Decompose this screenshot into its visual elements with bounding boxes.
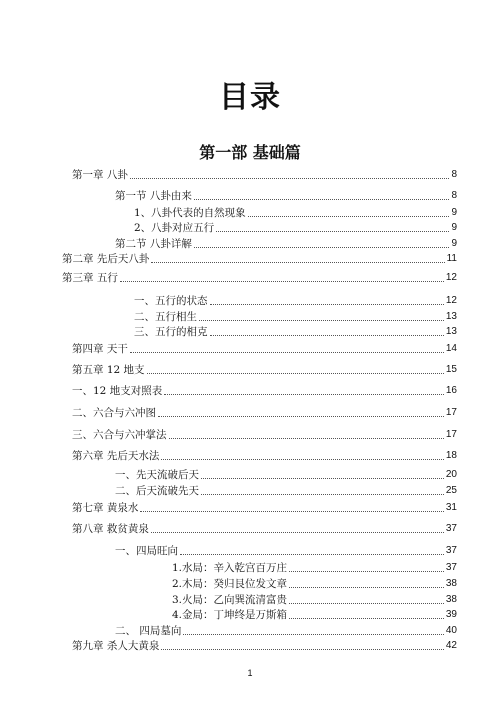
toc-entry[interactable] (72, 638, 457, 652)
toc-entry-page: 17 (445, 407, 457, 418)
toc-entry-label: 第五章 12 地支 (72, 364, 145, 376)
dot-leader (201, 494, 444, 495)
toc-entry-label: 二、 四局墓向 (115, 625, 182, 637)
toc-entry-page: 12 (445, 272, 457, 283)
toc-entry-page: 42 (445, 640, 457, 651)
toc-entry-label: 2.木局：癸归艮位发文章 (172, 578, 288, 590)
toc-entry[interactable] (115, 467, 457, 481)
toc-entry-page: 37 (445, 523, 457, 534)
toc-entry[interactable] (72, 500, 457, 514)
dot-leader (201, 478, 444, 479)
dot-leader (158, 416, 444, 417)
toc-entry-page: 16 (445, 385, 457, 396)
part-heading: 第一部 基础篇 (199, 143, 301, 162)
toc-entry[interactable] (72, 167, 457, 181)
toc-entry[interactable] (62, 270, 457, 284)
toc-entry-page: 18 (445, 450, 457, 461)
toc-entry-label: 一、五行的状态 (134, 295, 208, 307)
toc-entry[interactable] (72, 427, 457, 441)
toc-entry-label: 三、六合与六冲掌法 (72, 429, 167, 441)
toc-entry-label: 1、八卦代表的自然现象 (134, 207, 246, 219)
dot-leader (194, 247, 450, 248)
toc-entry-page: 39 (445, 609, 457, 620)
toc-entry-page: 31 (445, 502, 457, 513)
dot-leader (147, 373, 444, 374)
toc-entry-page: 20 (445, 469, 457, 480)
toc-entry[interactable] (72, 521, 457, 535)
toc-entry[interactable] (72, 448, 457, 462)
toc-entry-label: 第九章 杀人大黄泉 (72, 640, 160, 652)
toc-entry-page: 8 (451, 169, 457, 180)
toc-entry-label: 第四章 天干 (72, 343, 128, 355)
dot-leader (248, 216, 450, 217)
toc-entry-label: 三、五行的相克 (134, 326, 208, 338)
dot-leader (199, 320, 444, 321)
toc-entry-label: 一、12 地支对照表 (72, 385, 163, 397)
toc-entry-page: 14 (445, 343, 457, 354)
toc-entry-label: 第八章 救贫黄泉 (72, 523, 149, 535)
toc-entry-page: 13 (445, 311, 457, 322)
toc-entry[interactable] (172, 576, 457, 590)
toc-entry[interactable] (115, 236, 457, 250)
dot-leader (180, 554, 444, 555)
toc-entry-page: 17 (445, 429, 457, 440)
toc-entry[interactable] (62, 251, 457, 265)
toc-entry-label: 2、八卦对应五行 (134, 222, 215, 234)
toc-entry-label: 第一章 八卦 (72, 169, 128, 181)
toc-entry-label: 一、先天流破后天 (115, 469, 199, 481)
dot-leader (289, 587, 444, 588)
dot-leader (216, 231, 449, 232)
toc-entry[interactable] (115, 543, 457, 557)
toc-entry-label: 第二章 先后天八卦 (62, 253, 150, 265)
dot-leader (183, 634, 444, 635)
toc-entry-page: 11 (446, 253, 457, 264)
dot-leader (130, 352, 444, 353)
dot-leader (194, 199, 450, 200)
toc-entry[interactable] (72, 341, 457, 355)
dot-leader (289, 571, 444, 572)
toc-entry[interactable] (172, 560, 457, 574)
dot-leader (289, 603, 444, 604)
toc-entry[interactable] (172, 592, 457, 606)
dot-leader (289, 618, 444, 619)
toc-entry-label: 一、四局旺向 (115, 545, 178, 557)
toc-entry-page: 40 (445, 625, 457, 636)
dot-leader (210, 335, 444, 336)
toc-entry-label: 1.水局：辛入乾宫百万庄 (172, 562, 288, 574)
toc-entry-label: 4.金局：丁坤终是万斯箱 (172, 609, 288, 621)
toc-entry[interactable] (72, 383, 457, 397)
page-title: 目录 (219, 80, 281, 115)
toc-entry[interactable] (115, 483, 457, 497)
toc-entry-page: 9 (451, 222, 457, 233)
toc-entry[interactable] (134, 220, 457, 234)
dot-leader (130, 178, 450, 179)
toc-entry-page: 37 (445, 545, 457, 556)
toc-entry-label: 二、五行相生 (134, 311, 197, 323)
toc-entry-page: 9 (451, 207, 457, 218)
toc-entry-page: 38 (445, 594, 457, 605)
toc-entry-page: 25 (445, 485, 457, 496)
dot-leader (169, 438, 444, 439)
dot-leader (140, 511, 444, 512)
toc-entry-label: 二、后天流破先天 (115, 485, 199, 497)
toc-entry[interactable] (72, 405, 457, 419)
toc-entry-label: 第三章 五行 (62, 272, 118, 284)
dot-leader (161, 649, 444, 650)
toc-entry-page: 12 (445, 295, 457, 306)
toc-entry[interactable] (115, 623, 457, 637)
toc-entry-label: 3.火局：乙向巽流清富贵 (172, 594, 288, 606)
toc-entry-label: 第二节 八卦详解 (115, 238, 192, 250)
toc-entry[interactable] (172, 607, 457, 621)
toc-entry-page: 15 (445, 364, 457, 375)
toc-entry-label: 第七章 黄泉水 (72, 502, 139, 514)
page-number: 1 (247, 668, 253, 678)
toc-entry-label: 第一节 八卦由来 (115, 190, 192, 202)
dot-leader (161, 459, 444, 460)
toc-entry-page: 8 (451, 190, 457, 201)
dot-leader (164, 394, 444, 395)
toc-entry[interactable] (72, 362, 457, 376)
dot-leader (151, 532, 444, 533)
toc-entry[interactable] (134, 205, 457, 219)
toc-entry-page: 9 (451, 238, 457, 249)
toc-entry[interactable] (115, 188, 457, 202)
toc-entry-page: 37 (445, 562, 457, 573)
dot-leader (210, 304, 444, 305)
toc-entry[interactable] (134, 309, 457, 323)
toc-entry[interactable] (134, 293, 457, 307)
toc-entry-page: 38 (445, 578, 457, 589)
dot-leader (120, 281, 444, 282)
toc-entry-label: 第六章 先后天水法 (72, 450, 160, 462)
toc-entry-label: 二、六合与六冲图 (72, 407, 156, 419)
toc-entry-page: 13 (445, 326, 457, 337)
toc-entry[interactable] (134, 324, 457, 338)
dot-leader (151, 262, 444, 263)
